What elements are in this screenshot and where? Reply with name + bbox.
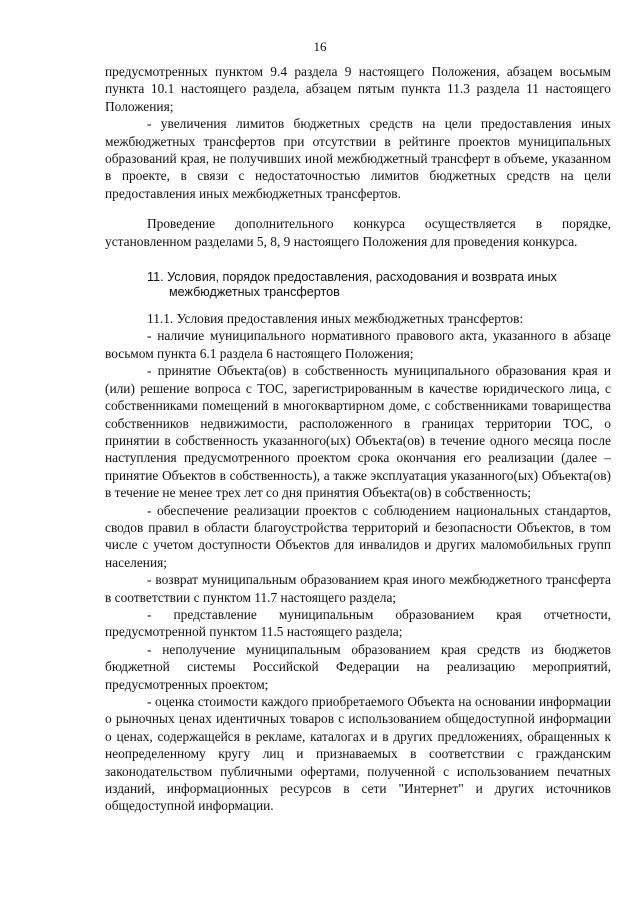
list-item-property-acceptance: - принятие Объекта(ов) в собственность муниципального образования края и (или) решение вопроса с ТОС, зарегистрированным в качестве юридического лица, с собственниками помещений в многоквартирном доме, с собственниками товарищества собственников недвижимости, расположенного в границах территории ТОС, о принятии в собственность указанного(ых) Объекта(ов) в течение одного месяца после наступления предусмотренного проектом срока окончания его реализации (далее – принятие Объектов в собственность), а также эксплуатация указанного(ых) Объекта(ов) в течение не менее трех лет со дня принятия Объекта(ов) в собственность;: [105, 363, 611, 501]
paragraph-11-1: 11.1. Условия предоставления иных межбюджетных трансфертов:: [147, 311, 524, 327]
list-item-transfer-return: - возврат муниципальным образованием края иного межбюджетного трансферта в соответствии с пунктом 11.7 настоящего раздела;: [105, 572, 611, 605]
section-heading-line1: 11. Условия, порядок предоставления, расходования и возврата иных: [147, 270, 557, 285]
paragraph-continuation: предусмотренных пунктом 9.4 раздела 9 настоящего Положения, абзацем восьмым пункта 10.1 настоящего раздела, абзацем пятым пункта 11.3 раздела 11 настоящего Положения;: [105, 64, 611, 114]
page-number: 16: [313, 39, 327, 54]
list-item-no-other-funds: - неполучение муниципальным образованием края средств из бюджетов бюджетной системы Российской Федерации на реализацию мероприятий, предусмотренных проектом;: [105, 641, 611, 692]
section-heading-line2: межбюджетных трансфертов: [169, 285, 340, 300]
list-item-normative-act: - наличие муниципального нормативного правового акта, указанного в абзаце восьмом пункта 6.1 раздела 6 настоящего Положения;: [105, 328, 611, 361]
paragraph-additional-contest: Проведение дополнительного конкурса осуществляется в порядке, установленном разделами 5, 8, 9 настоящего Положения для проведения конкурса.: [105, 216, 611, 249]
paragraph-limits-increase: - увеличения лимитов бюджетных средств на цели предоставления иных межбюджетных трансфертов при отсутствии в рейтинге проектов муниципальных образований края, не получивших иной межбюджетный трансферт в объеме, указанном в проекте, в связи с недостаточностью лимитов бюджетных средств на цели предоставления иных межбюджетных трансфертов.: [105, 116, 611, 201]
list-item-cost-assessment: - оценка стоимости каждого приобретаемого Объекта на основании информации о рыночных ценах идентичных товаров с использованием общедоступной информации о ценах, содержащейся в рекламе, каталогах и в других предложениях, обращенных к неопределенному кругу лиц и признаваемых в соответствии с гражданским законодательством публичными офертами, полученной с использованием печатных изданий, информационных ресурсов в сети "Интернет" и других источников общедоступной информации.: [105, 694, 611, 814]
section-heading: [105, 270, 611, 300]
list-item-reporting: - представление муниципальным образованием края отчетности, предусмотренной пунктом 11.5 настоящего раздела;: [105, 606, 611, 640]
document-body: [105, 63, 611, 815]
list-item-standards: - обеспечение реализации проектов с соблюдением национальных стандартов, сводов правил в области благоустройства территорий и безопасности Объектов, в том числе с учетом доступности Объектов для инвалидов и других маломобильных групп населения;: [105, 502, 611, 570]
